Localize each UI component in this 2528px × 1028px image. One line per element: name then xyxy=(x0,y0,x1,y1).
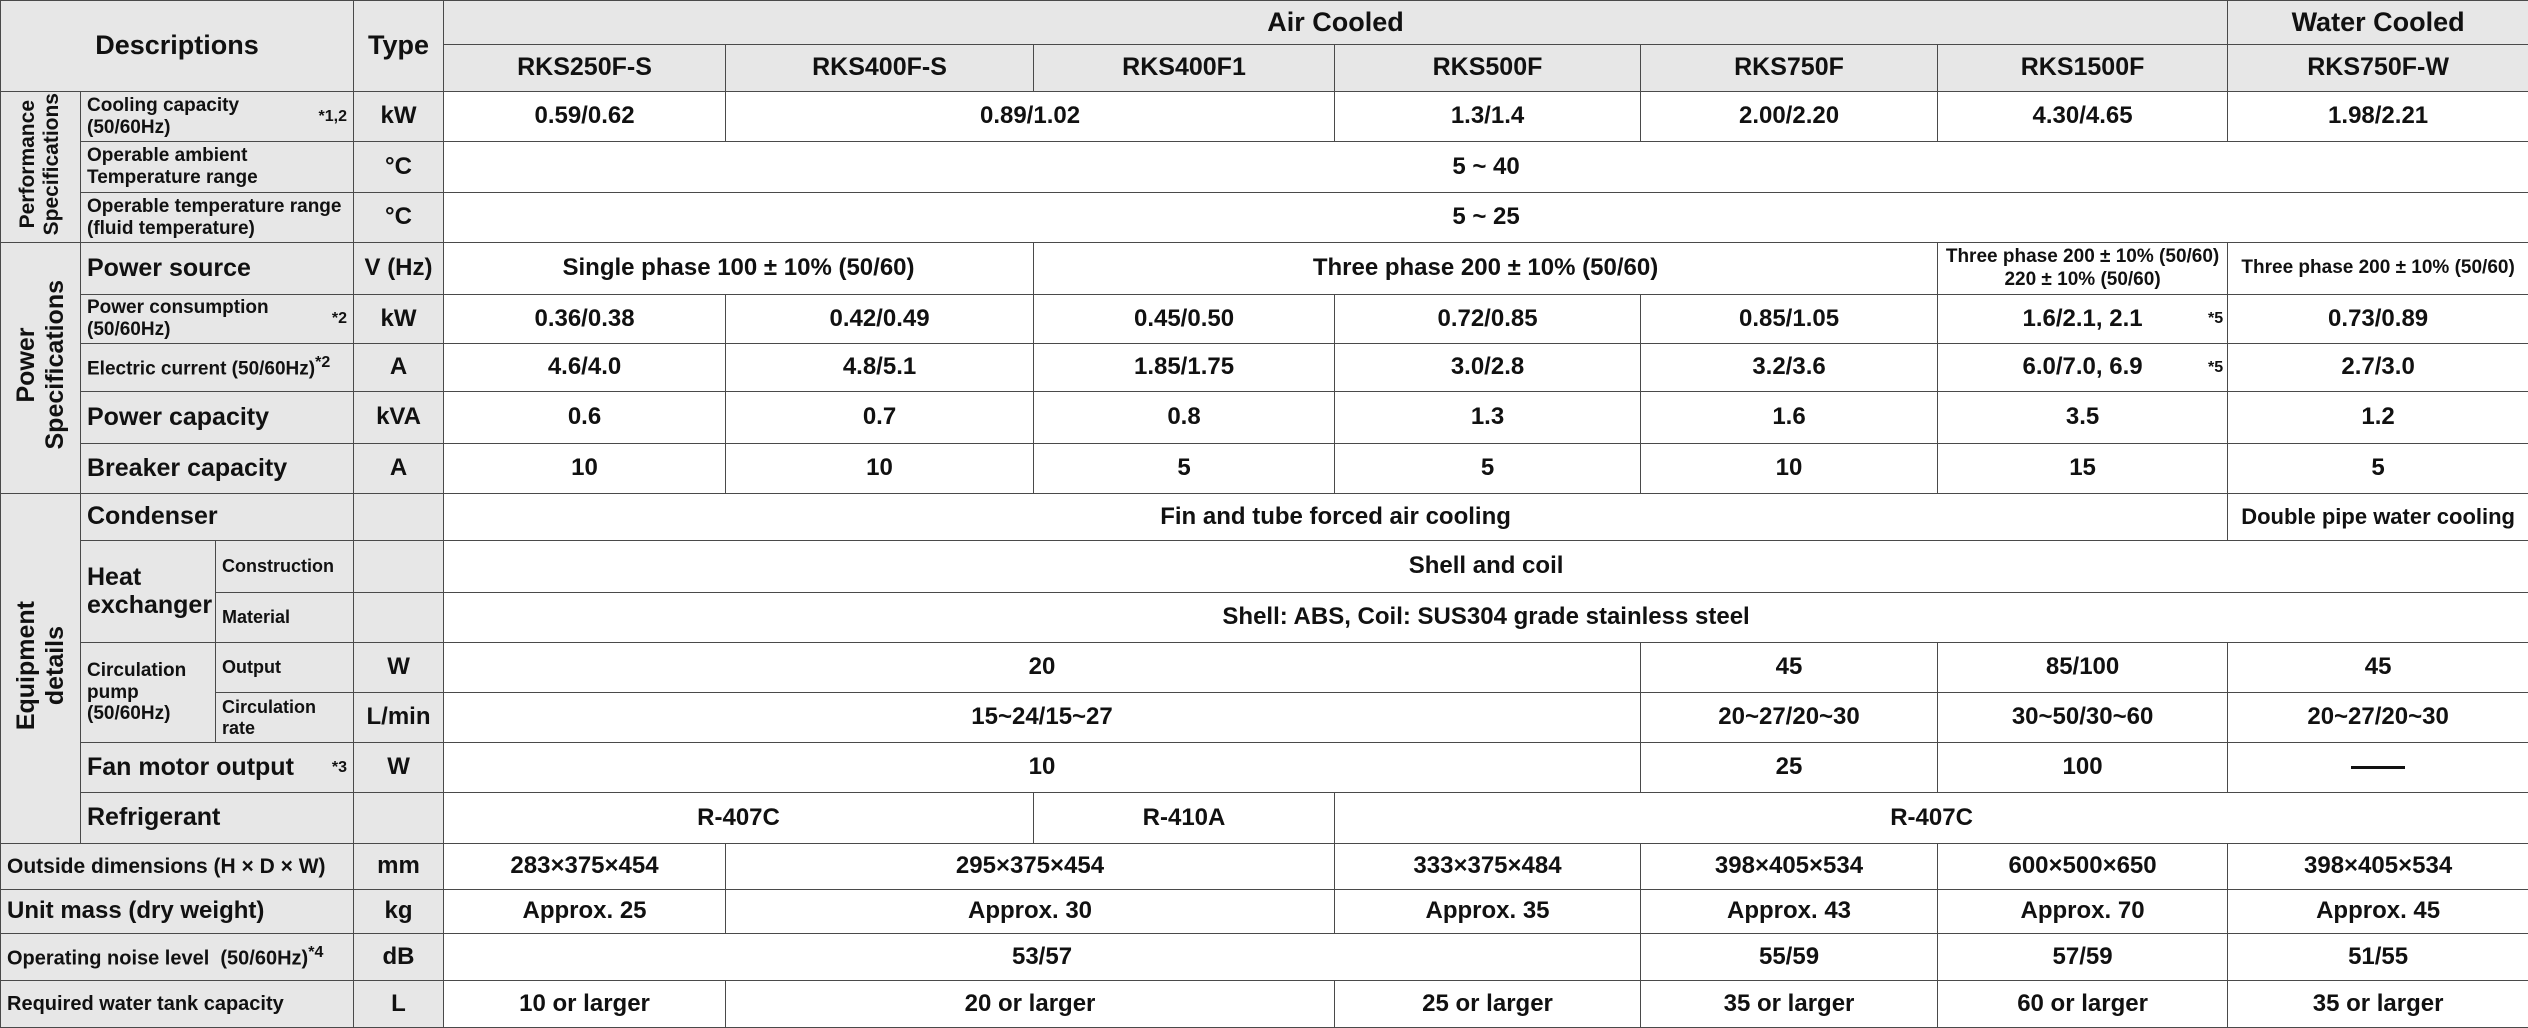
water-tank-label: Required water tank capacity xyxy=(1,981,354,1028)
value-cell: 25 or larger xyxy=(1335,981,1641,1028)
note-marker: *4 xyxy=(308,944,324,962)
equipment-group-label: Equipment details xyxy=(1,494,81,844)
value-cell: 1.6 xyxy=(1641,392,1938,444)
value-cell: 35 or larger xyxy=(1641,981,1938,1028)
air-cooled-header: Air Cooled xyxy=(444,1,2228,45)
value-cell: 333×375×484 xyxy=(1335,844,1641,890)
heat-exchanger-label: Heat exchanger xyxy=(81,541,216,643)
value-cell: 60 or larger xyxy=(1938,981,2228,1028)
value-cell: 51/55 xyxy=(2228,934,2528,981)
value-cell: Single phase 100 ± 10% (50/60) xyxy=(444,243,1034,295)
value-cell: 1.85/1.75 xyxy=(1034,344,1335,392)
value-cell: Approx. 25 xyxy=(444,890,726,934)
value-cell: 0.8 xyxy=(1034,392,1335,444)
value-cell: 57/59 xyxy=(1938,934,2228,981)
model-header: RKS750F-W xyxy=(2228,45,2528,92)
value-cell: 0.59/0.62 xyxy=(444,92,726,142)
fan-motor-label: Fan motor output *3 xyxy=(81,743,354,793)
value-cell: 5 xyxy=(2228,444,2528,494)
value-cell: 3.0/2.8 xyxy=(1335,344,1641,392)
value-cell xyxy=(2228,743,2528,793)
value-cell: 5 xyxy=(1335,444,1641,494)
value-cell: 600×500×650 xyxy=(1938,844,2228,890)
value-cell: 3.2/3.6 xyxy=(1641,344,1938,392)
value-cell: 5 xyxy=(1034,444,1335,494)
value-cell: Approx. 70 xyxy=(1938,890,2228,934)
value-cell: Approx. 43 xyxy=(1641,890,1938,934)
value-cell: 0.89/1.02 xyxy=(726,92,1335,142)
value-cell: 0.72/0.85 xyxy=(1335,295,1641,344)
value-cell: 20 or larger xyxy=(726,981,1335,1028)
unit-cell xyxy=(354,541,444,593)
power-capacity-label: Power capacity xyxy=(81,392,354,444)
circulation-rate-label: Circulation rate xyxy=(216,693,354,743)
model-header: RKS400F1 xyxy=(1034,45,1335,92)
note-marker: *2 xyxy=(315,354,331,372)
value-cell: 53/57 xyxy=(444,934,1641,981)
value-cell: 100 xyxy=(1938,743,2228,793)
performance-group-label: Performance Specifications xyxy=(1,92,81,243)
value-cell: 45 xyxy=(1641,643,1938,693)
value-cell: Approx. 30 xyxy=(726,890,1335,934)
value-cell: 0.6 xyxy=(444,392,726,444)
value-cell: Three phase 200 ± 10% (50/60) xyxy=(2228,243,2528,295)
outside-dimensions-label: Outside dimensions (H × D × W) xyxy=(1,844,354,890)
unit-cell: V (Hz) xyxy=(354,243,444,295)
unit-cell xyxy=(354,494,444,541)
unit-cell: mm xyxy=(354,844,444,890)
value-cell: 0.73/0.89 xyxy=(2228,295,2528,344)
value-cell: 6.0/7.0, 6.9 *5 xyxy=(1938,344,2228,392)
descriptions-header: Descriptions xyxy=(1,1,354,92)
power-consumption-label: Power consumption (50/60Hz) *2 xyxy=(81,295,354,344)
value-cell: R-407C xyxy=(444,793,1034,844)
type-header: Type xyxy=(354,1,444,92)
unit-cell xyxy=(354,593,444,643)
note-marker: *2 xyxy=(331,309,348,327)
power-group-label: Power Specifications xyxy=(1,243,81,494)
model-header: RKS750F xyxy=(1641,45,1938,92)
condenser-label: Condenser xyxy=(81,494,354,541)
unit-cell: A xyxy=(354,444,444,494)
value-cell: 15~24/15~27 xyxy=(444,693,1641,743)
value-cell: 3.5 xyxy=(1938,392,2228,444)
material-label: Material xyxy=(216,593,354,643)
unit-cell: kW xyxy=(354,92,444,142)
circulation-pump-label: Circulation pump (50/60Hz) xyxy=(81,643,216,743)
value-cell: 1.3 xyxy=(1335,392,1641,444)
value-cell: 295×375×454 xyxy=(726,844,1335,890)
value-cell: 4.8/5.1 xyxy=(726,344,1034,392)
value-cell: 283×375×454 xyxy=(444,844,726,890)
value-cell: Three phase 200 ± 10% (50/60) xyxy=(1034,243,1938,295)
value-cell: 2.00/2.20 xyxy=(1641,92,1938,142)
value-cell: R-410A xyxy=(1034,793,1335,844)
value-cell: Double pipe water cooling xyxy=(2228,494,2528,541)
note-marker: *5 xyxy=(2207,358,2224,376)
value-cell: 398×405×534 xyxy=(2228,844,2528,890)
value-cell: 0.7 xyxy=(726,392,1034,444)
unit-cell: W xyxy=(354,743,444,793)
value-cell: R-407C xyxy=(1335,793,2528,844)
value-cell: 85/100 xyxy=(1938,643,2228,693)
value-cell: 0.36/0.38 xyxy=(444,295,726,344)
unit-cell: kW xyxy=(354,295,444,344)
model-header: RKS1500F xyxy=(1938,45,2228,92)
value-cell: 4.30/4.65 xyxy=(1938,92,2228,142)
output-label: Output xyxy=(216,643,354,693)
unit-cell: kg xyxy=(354,890,444,934)
value-cell: 15 xyxy=(1938,444,2228,494)
unit-cell: A xyxy=(354,344,444,392)
unit-cell xyxy=(354,793,444,844)
noise-label: Operating noise level (50/60Hz)$^{*4}$ xyxy=(1,934,354,981)
note-marker: *1,2 xyxy=(318,107,348,125)
value-cell: 4.6/4.0 xyxy=(444,344,726,392)
unit-cell: L/min xyxy=(354,693,444,743)
unit-cell: kVA xyxy=(354,392,444,444)
value-cell: 20~27/20~30 xyxy=(2228,693,2528,743)
unit-cell: W xyxy=(354,643,444,693)
value-cell: 10 xyxy=(1641,444,1938,494)
construction-label: Construction xyxy=(216,541,354,593)
value-cell: Approx. 35 xyxy=(1335,890,1641,934)
value-cell: 0.85/1.05 xyxy=(1641,295,1938,344)
value-cell: 35 or larger xyxy=(2228,981,2528,1028)
note-marker: *3 xyxy=(331,758,348,776)
water-cooled-header: Water Cooled xyxy=(2228,1,2528,45)
value-cell: 5 ~ 40 xyxy=(444,142,2528,193)
value-cell: 30~50/30~60 xyxy=(1938,693,2228,743)
value-cell: 1.3/1.4 xyxy=(1335,92,1641,142)
value-cell: 10 or larger xyxy=(444,981,726,1028)
value-cell: 20 xyxy=(444,643,1641,693)
refrigerant-label: Refrigerant xyxy=(81,793,354,844)
value-cell: 25 xyxy=(1641,743,1938,793)
value-cell: 1.6/2.1, 2.1 *5 xyxy=(1938,295,2228,344)
value-cell: 5 ~ 25 xyxy=(444,193,2528,243)
power-source-label: Power source xyxy=(81,243,354,295)
value-cell: 0.42/0.49 xyxy=(726,295,1034,344)
value-cell: 1.98/2.21 xyxy=(2228,92,2528,142)
model-header: RKS400F-S xyxy=(726,45,1034,92)
value-cell: 10 xyxy=(444,444,726,494)
electric-current-label: Electric current (50/60Hz)$^{*2}$ xyxy=(81,344,354,392)
value-cell: 1.2 xyxy=(2228,392,2528,444)
value-cell: 20~27/20~30 xyxy=(1641,693,1938,743)
breaker-capacity-label: Breaker capacity xyxy=(81,444,354,494)
value-cell: 55/59 xyxy=(1641,934,1938,981)
ambient-temp-label: Operable ambient Temperature range xyxy=(81,142,354,193)
unit-cell: °C xyxy=(354,193,444,243)
fluid-temp-label: Operable temperature range (fluid temperature) xyxy=(81,193,354,243)
value-cell: Fin and tube forced air cooling xyxy=(444,494,2228,541)
value-cell: Shell: ABS, Coil: SUS304 grade stainless steel xyxy=(444,593,2528,643)
cooling-capacity-label: Cooling capacity (50/60Hz) *1,2 xyxy=(81,92,354,142)
value-cell: Three phase 200 ± 10% (50/60) 220 ± 10% (50/60) xyxy=(1938,243,2228,295)
value-cell: 0.45/0.50 xyxy=(1034,295,1335,344)
note-marker: *5 xyxy=(2207,310,2224,328)
value-cell: 2.7/3.0 xyxy=(2228,344,2528,392)
value-cell: 45 xyxy=(2228,643,2528,693)
model-header: RKS500F xyxy=(1335,45,1641,92)
value-cell: Shell and coil xyxy=(444,541,2528,593)
unit-cell: dB xyxy=(354,934,444,981)
value-cell: 398×405×534 xyxy=(1641,844,1938,890)
value-cell: 10 xyxy=(726,444,1034,494)
value-cell: 10 xyxy=(444,743,1641,793)
value-cell: Approx. 45 xyxy=(2228,890,2528,934)
dash-mark xyxy=(2351,766,2405,769)
unit-cell: L xyxy=(354,981,444,1028)
model-header: RKS250F-S xyxy=(444,45,726,92)
unit-cell: °C xyxy=(354,142,444,193)
unit-mass-label: Unit mass (dry weight) xyxy=(1,890,354,934)
